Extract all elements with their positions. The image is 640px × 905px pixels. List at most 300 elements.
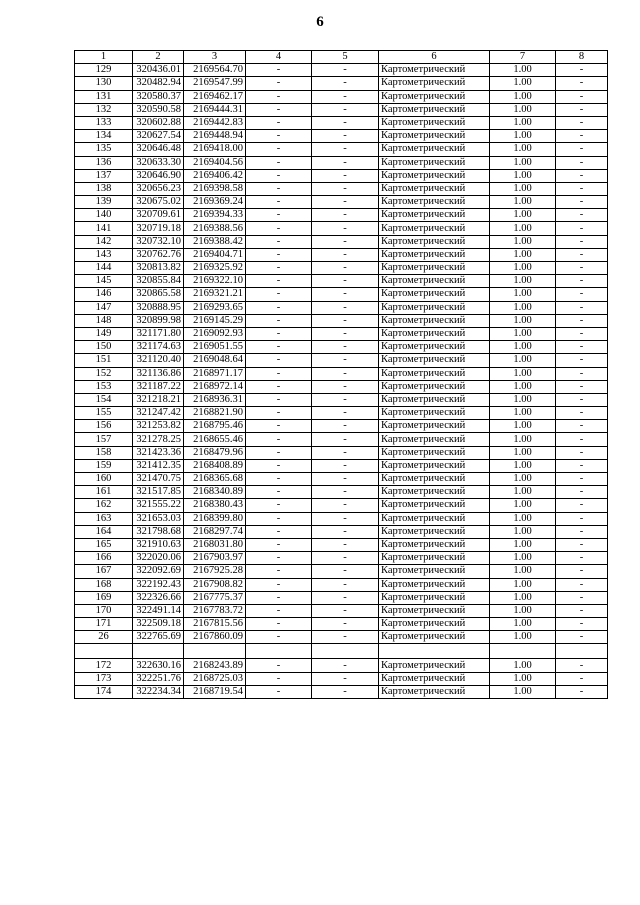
table-cell: 320627.54 <box>133 130 184 143</box>
table-cell: - <box>312 182 379 195</box>
table-cell: 161 <box>75 486 133 499</box>
table-cell: 322509.18 <box>133 618 184 631</box>
table-cell: - <box>246 380 312 393</box>
table-cell: - <box>246 459 312 472</box>
table-cell: - <box>556 631 608 644</box>
table-cell: - <box>556 407 608 420</box>
table-cell: 145 <box>75 275 133 288</box>
table-cell: Картометрический <box>379 672 490 685</box>
table-cell: - <box>312 604 379 617</box>
table-cell: Картометрический <box>379 327 490 340</box>
table-cell: 2168297.74 <box>184 525 246 538</box>
column-header: 7 <box>490 51 556 64</box>
table-cell: 2167925.28 <box>184 565 246 578</box>
table-cell: 2168971.17 <box>184 367 246 380</box>
table-row <box>75 182 608 195</box>
table-cell: - <box>246 116 312 129</box>
table-cell: - <box>556 275 608 288</box>
table-cell: 136 <box>75 156 133 169</box>
table-cell: 320899.98 <box>133 314 184 327</box>
table-cell: - <box>556 473 608 486</box>
table-cell: 2169564.70 <box>184 64 246 77</box>
table-row <box>75 538 608 551</box>
table-cell: Картометрический <box>379 116 490 129</box>
table-cell: - <box>246 685 312 698</box>
table-cell: - <box>312 578 379 591</box>
table-cell: 1.00 <box>490 90 556 103</box>
table-cell: 158 <box>75 446 133 459</box>
table-cell: - <box>246 90 312 103</box>
table-row <box>75 235 608 248</box>
table-cell: 2169051.55 <box>184 341 246 354</box>
table-cell: - <box>246 631 312 644</box>
table-cell: 159 <box>75 459 133 472</box>
table-cell: - <box>556 538 608 551</box>
table-cell: Картометрический <box>379 486 490 499</box>
table-cell: Картометрический <box>379 262 490 275</box>
table-cell: Картометрический <box>379 182 490 195</box>
table-cell: 320888.95 <box>133 301 184 314</box>
table-cell: 166 <box>75 552 133 565</box>
table-cell: Картометрический <box>379 222 490 235</box>
table-cell: 1.00 <box>490 222 556 235</box>
table-row <box>75 130 608 143</box>
empty-cell <box>556 644 608 659</box>
table-cell: 2168972.14 <box>184 380 246 393</box>
table-cell: - <box>246 499 312 512</box>
table-cell: 172 <box>75 659 133 672</box>
table-cell: - <box>312 367 379 380</box>
table-cell: 1.00 <box>490 275 556 288</box>
table-cell: 141 <box>75 222 133 235</box>
table-cell: 167 <box>75 565 133 578</box>
table-gap-row <box>75 644 608 659</box>
table-row <box>75 420 608 433</box>
table-cell: 169 <box>75 591 133 604</box>
table-cell: 162 <box>75 499 133 512</box>
table-cell: 321470.75 <box>133 473 184 486</box>
table-cell: - <box>556 90 608 103</box>
table-cell: 2169398.58 <box>184 182 246 195</box>
table-cell: - <box>246 103 312 116</box>
table-cell: 322192.43 <box>133 578 184 591</box>
table-cell: 321278.25 <box>133 433 184 446</box>
table-cell: - <box>312 77 379 90</box>
table-cell: 2169404.71 <box>184 248 246 261</box>
table-row <box>75 222 608 235</box>
table-cell: 321423.36 <box>133 446 184 459</box>
table-cell: Картометрический <box>379 565 490 578</box>
table-cell: Картометрический <box>379 196 490 209</box>
table-cell: Картометрический <box>379 552 490 565</box>
table-cell: 2169404.56 <box>184 156 246 169</box>
table-cell: - <box>312 288 379 301</box>
table-cell: Картометрический <box>379 685 490 698</box>
table-cell: 150 <box>75 341 133 354</box>
table-row <box>75 618 608 631</box>
table-cell: 321187.22 <box>133 380 184 393</box>
table-cell: Картометрический <box>379 341 490 354</box>
table-row <box>75 473 608 486</box>
table-cell: 2167815.56 <box>184 618 246 631</box>
table-cell: 2167903.97 <box>184 552 246 565</box>
table-cell: 1.00 <box>490 618 556 631</box>
table-cell: 1.00 <box>490 565 556 578</box>
table-cell: - <box>556 578 608 591</box>
table-cell: - <box>556 672 608 685</box>
table-cell: - <box>556 182 608 195</box>
table-cell: 2168399.80 <box>184 512 246 525</box>
table-cell: 2168725.03 <box>184 672 246 685</box>
column-header: 3 <box>184 51 246 64</box>
table-cell: 321412.35 <box>133 459 184 472</box>
table-cell: 163 <box>75 512 133 525</box>
table-cell: 132 <box>75 103 133 116</box>
table-cell: - <box>246 552 312 565</box>
table-cell: 1.00 <box>490 341 556 354</box>
table-cell: 320675.02 <box>133 196 184 209</box>
table-cell: 147 <box>75 301 133 314</box>
column-header: 6 <box>379 51 490 64</box>
table-cell: 2167908.82 <box>184 578 246 591</box>
table-cell: Картометрический <box>379 525 490 538</box>
table-cell: - <box>246 327 312 340</box>
table-cell: 322251.76 <box>133 672 184 685</box>
table-cell: - <box>556 367 608 380</box>
table-cell: 151 <box>75 354 133 367</box>
table-row <box>75 407 608 420</box>
table-cell: - <box>312 327 379 340</box>
table-row <box>75 433 608 446</box>
table-cell: 1.00 <box>490 314 556 327</box>
table-row <box>75 262 608 275</box>
table-cell: - <box>556 156 608 169</box>
table-row <box>75 631 608 644</box>
table-cell: 2168408.89 <box>184 459 246 472</box>
table-cell: - <box>312 486 379 499</box>
table-cell: 1.00 <box>490 552 556 565</box>
table-cell: 2168655.46 <box>184 433 246 446</box>
table-cell: 321247.42 <box>133 407 184 420</box>
table-cell: - <box>312 380 379 393</box>
table-cell: 2169048.64 <box>184 354 246 367</box>
table-row <box>75 367 608 380</box>
table-cell: 320580.37 <box>133 90 184 103</box>
table-cell: 144 <box>75 262 133 275</box>
table-row <box>75 327 608 340</box>
table-cell: 321910.63 <box>133 538 184 551</box>
table-cell: - <box>556 393 608 406</box>
empty-cell <box>133 644 184 659</box>
table-cell: 321174.63 <box>133 341 184 354</box>
table-cell: Картометрический <box>379 459 490 472</box>
table-cell: 135 <box>75 143 133 156</box>
table-cell: - <box>312 393 379 406</box>
table-cell: 1.00 <box>490 393 556 406</box>
table-cell: 1.00 <box>490 631 556 644</box>
table-cell: 1.00 <box>490 143 556 156</box>
table-cell: - <box>246 446 312 459</box>
column-header: 4 <box>246 51 312 64</box>
table-cell: 1.00 <box>490 525 556 538</box>
table-cell: 160 <box>75 473 133 486</box>
table-cell: 321555.22 <box>133 499 184 512</box>
table-cell: 2169442.83 <box>184 116 246 129</box>
table-cell: Картометрический <box>379 275 490 288</box>
table-cell: - <box>246 659 312 672</box>
table-cell: 1.00 <box>490 235 556 248</box>
table-row <box>75 578 608 591</box>
table-cell: 2169322.10 <box>184 275 246 288</box>
table-cell: 2167775.37 <box>184 591 246 604</box>
table-cell: Картометрический <box>379 512 490 525</box>
table-row <box>75 77 608 90</box>
column-header: 5 <box>312 51 379 64</box>
table-cell: - <box>556 116 608 129</box>
table-cell: 142 <box>75 235 133 248</box>
empty-cell <box>490 644 556 659</box>
empty-cell <box>379 644 490 659</box>
table-cell: - <box>556 235 608 248</box>
table-cell: 139 <box>75 196 133 209</box>
table-cell: Картометрический <box>379 248 490 261</box>
table-cell: - <box>556 659 608 672</box>
table-cell: - <box>556 169 608 182</box>
table-cell: - <box>312 552 379 565</box>
table-cell: 155 <box>75 407 133 420</box>
table-cell: Картометрический <box>379 659 490 672</box>
table-row <box>75 459 608 472</box>
table-cell: 153 <box>75 380 133 393</box>
table-cell: - <box>246 235 312 248</box>
table-cell: Картометрический <box>379 314 490 327</box>
table-cell: - <box>312 314 379 327</box>
table-cell: 322092.69 <box>133 565 184 578</box>
table-cell: - <box>312 90 379 103</box>
table-cell: 2168243.89 <box>184 659 246 672</box>
table-cell: 129 <box>75 64 133 77</box>
table-cell: 1.00 <box>490 327 556 340</box>
table-row <box>75 143 608 156</box>
coordinates-table <box>74 50 608 699</box>
table-cell: 1.00 <box>490 578 556 591</box>
table-cell: 322020.06 <box>133 552 184 565</box>
table-cell: - <box>246 64 312 77</box>
table-cell: - <box>312 672 379 685</box>
table-cell: - <box>312 248 379 261</box>
table-cell: 320855.84 <box>133 275 184 288</box>
table-cell: Картометрический <box>379 604 490 617</box>
table-cell: Картометрический <box>379 420 490 433</box>
table-cell: - <box>312 103 379 116</box>
table-row <box>75 659 608 672</box>
table-cell: 2167783.72 <box>184 604 246 617</box>
table-cell: - <box>312 525 379 538</box>
table-cell: 134 <box>75 130 133 143</box>
table-row <box>75 64 608 77</box>
table-cell: - <box>246 618 312 631</box>
table-cell: - <box>246 130 312 143</box>
table-cell: 1.00 <box>490 512 556 525</box>
table-row <box>75 341 608 354</box>
table-cell: - <box>312 130 379 143</box>
table-cell: 320719.18 <box>133 222 184 235</box>
table-cell: - <box>556 380 608 393</box>
table-cell: 2168031.80 <box>184 538 246 551</box>
table-cell: 1.00 <box>490 182 556 195</box>
table-cell: 1.00 <box>490 169 556 182</box>
table-cell: - <box>312 275 379 288</box>
table-row <box>75 156 608 169</box>
table-cell: Картометрический <box>379 209 490 222</box>
table-cell: - <box>312 631 379 644</box>
table-cell: - <box>246 341 312 354</box>
table-cell: 174 <box>75 685 133 698</box>
table-cell: - <box>312 433 379 446</box>
table-cell: 2168821.90 <box>184 407 246 420</box>
table-cell: - <box>312 196 379 209</box>
table-cell: 2169444.31 <box>184 103 246 116</box>
table-cell: Картометрический <box>379 156 490 169</box>
table-cell: - <box>556 103 608 116</box>
table-cell: - <box>556 130 608 143</box>
table-cell: Картометрический <box>379 407 490 420</box>
table-cell: 320436.01 <box>133 64 184 77</box>
table-cell: - <box>312 512 379 525</box>
table-cell: - <box>556 512 608 525</box>
table-cell: 2168380.43 <box>184 499 246 512</box>
table-cell: 1.00 <box>490 248 556 261</box>
table-row <box>75 209 608 222</box>
table-cell: 1.00 <box>490 486 556 499</box>
table-cell: Картометрический <box>379 380 490 393</box>
table-cell: 1.00 <box>490 672 556 685</box>
table-row <box>75 604 608 617</box>
table-cell: Картометрический <box>379 130 490 143</box>
table-cell: - <box>312 591 379 604</box>
table-cell: - <box>246 222 312 235</box>
table-cell: - <box>312 156 379 169</box>
table-cell: - <box>312 116 379 129</box>
table-cell: Картометрический <box>379 354 490 367</box>
table-cell: 168 <box>75 578 133 591</box>
table-cell: 1.00 <box>490 156 556 169</box>
table-cell: 1.00 <box>490 659 556 672</box>
table-cell: - <box>312 64 379 77</box>
table-cell: 320709.61 <box>133 209 184 222</box>
table-cell: - <box>246 301 312 314</box>
table-row <box>75 552 608 565</box>
table-cell: 137 <box>75 169 133 182</box>
table-cell: 320732.10 <box>133 235 184 248</box>
table-cell: - <box>556 354 608 367</box>
table-cell: 2168340.89 <box>184 486 246 499</box>
table-cell: Картометрический <box>379 446 490 459</box>
table-cell: - <box>556 196 608 209</box>
table-cell: 140 <box>75 209 133 222</box>
table-cell: 133 <box>75 116 133 129</box>
table-cell: 26 <box>75 631 133 644</box>
table-cell: 321517.85 <box>133 486 184 499</box>
table-cell: 2168719.54 <box>184 685 246 698</box>
page-number: 6 <box>316 14 324 30</box>
table-cell: 2169145.29 <box>184 314 246 327</box>
table-cell: 2168936.31 <box>184 393 246 406</box>
table-cell: - <box>312 420 379 433</box>
table-cell: 1.00 <box>490 685 556 698</box>
table-cell: 2169418.00 <box>184 143 246 156</box>
table-cell: - <box>246 420 312 433</box>
table-cell: - <box>246 288 312 301</box>
table-cell: 321120.40 <box>133 354 184 367</box>
table-row <box>75 103 608 116</box>
table-cell: 157 <box>75 433 133 446</box>
table-cell: Картометрический <box>379 538 490 551</box>
table-cell: 320865.58 <box>133 288 184 301</box>
table-cell: 2168365.68 <box>184 473 246 486</box>
table-cell: - <box>556 314 608 327</box>
table-cell: - <box>312 685 379 698</box>
table-cell: 2169388.42 <box>184 235 246 248</box>
table-cell: - <box>556 486 608 499</box>
table-cell: - <box>246 367 312 380</box>
table-cell: 1.00 <box>490 591 556 604</box>
table-cell: 322765.69 <box>133 631 184 644</box>
table-cell: 322491.14 <box>133 604 184 617</box>
table-cell: Картометрический <box>379 578 490 591</box>
table-cell: - <box>312 446 379 459</box>
table-cell: - <box>556 209 608 222</box>
table-cell: - <box>556 604 608 617</box>
table-cell: 165 <box>75 538 133 551</box>
table-row <box>75 499 608 512</box>
table-cell: 2169369.24 <box>184 196 246 209</box>
table-cell: Картометрический <box>379 367 490 380</box>
table-cell: - <box>246 433 312 446</box>
table-cell: - <box>246 77 312 90</box>
empty-cell <box>184 644 246 659</box>
table-cell: - <box>556 222 608 235</box>
table-cell: - <box>556 248 608 261</box>
table-cell: Картометрический <box>379 393 490 406</box>
table-cell: 1.00 <box>490 103 556 116</box>
table-cell: 320656.23 <box>133 182 184 195</box>
table-cell: Картометрический <box>379 77 490 90</box>
table-cell: 146 <box>75 288 133 301</box>
table-cell: 1.00 <box>490 367 556 380</box>
table-cell: - <box>312 222 379 235</box>
table-cell: 2167860.09 <box>184 631 246 644</box>
table-row <box>75 116 608 129</box>
table-cell: - <box>556 420 608 433</box>
table-cell: - <box>246 143 312 156</box>
table-cell: 320646.90 <box>133 169 184 182</box>
table-cell: 1.00 <box>490 354 556 367</box>
table-cell: 143 <box>75 248 133 261</box>
table-row <box>75 591 608 604</box>
table-cell: 1.00 <box>490 116 556 129</box>
table-cell: 321798.68 <box>133 525 184 538</box>
table-row <box>75 288 608 301</box>
table-cell: - <box>246 393 312 406</box>
table-cell: Картометрический <box>379 591 490 604</box>
table-cell: 322234.34 <box>133 685 184 698</box>
table-cell: 170 <box>75 604 133 617</box>
table-cell: 1.00 <box>490 288 556 301</box>
table-row <box>75 248 608 261</box>
table-cell: 2168479.96 <box>184 446 246 459</box>
table-cell: - <box>246 538 312 551</box>
